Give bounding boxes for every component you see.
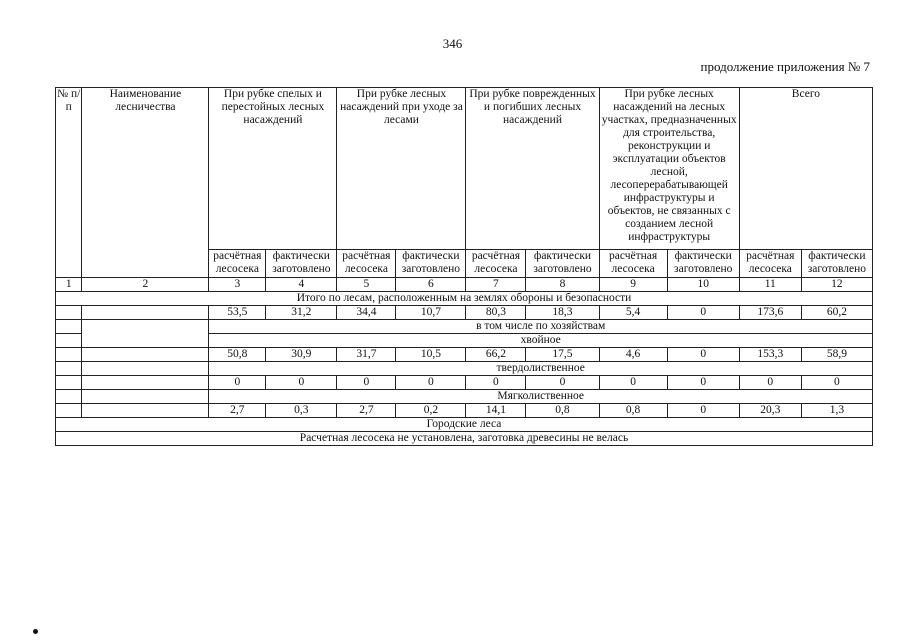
section-title: Городские леса <box>56 418 873 432</box>
table-cell: 10,7 <box>396 306 466 320</box>
header-row-main <box>56 88 873 250</box>
table-cell: 4,6 <box>599 348 667 362</box>
table-cell: 0 <box>599 376 667 390</box>
header-group-construction: При рубке лесных насаждений на лесных участках, предназначенных для строительства, реконструкции и эксплуатации объектов лесной, лесоперерабатывающей инфраструктуры и объектов, не связанных с созданием лесной инфраструктуры <box>599 88 739 250</box>
column-number: 5 <box>337 278 396 292</box>
section-title: хвойное <box>209 334 873 348</box>
header-col-num: № п/п <box>56 88 82 278</box>
table-cell: 80,3 <box>466 306 526 320</box>
table-cell: 30,9 <box>266 348 337 362</box>
column-number: 3 <box>209 278 266 292</box>
table-cell: 0 <box>739 376 801 390</box>
table-cell: 0 <box>667 404 739 418</box>
table-cell: 2,7 <box>209 404 266 418</box>
table-cell: 0,2 <box>396 404 466 418</box>
table-cell: 0 <box>801 376 872 390</box>
header-group-damaged: При рубке поврежденных и погибших лесных насаждений <box>466 88 599 250</box>
header-sub-actual: фактически заготовлено <box>801 250 872 278</box>
table-cell: 173,6 <box>739 306 801 320</box>
table-cell: 0 <box>667 376 739 390</box>
table-cell: 0,8 <box>599 404 667 418</box>
table-cell: 0 <box>466 376 526 390</box>
header-sub-calculated: расчётная лесосека <box>599 250 667 278</box>
table-cell: 0 <box>667 348 739 362</box>
column-number: 12 <box>801 278 872 292</box>
forest-harvest-table <box>55 87 873 446</box>
table-cell: 0 <box>209 376 266 390</box>
column-number: 11 <box>739 278 801 292</box>
table-cell: 0 <box>337 376 396 390</box>
table-cell: 1,3 <box>801 404 872 418</box>
table-cell: 20,3 <box>739 404 801 418</box>
column-number-row <box>56 278 873 292</box>
table-cell: 66,2 <box>466 348 526 362</box>
section-row-not-set <box>56 432 873 446</box>
table-cell: 0,8 <box>526 404 599 418</box>
table-row-coniferous <box>56 348 873 362</box>
table-cell: 153,3 <box>739 348 801 362</box>
table-cell: 10,5 <box>396 348 466 362</box>
section-title: Мягколиственное <box>209 390 873 404</box>
column-number: 9 <box>599 278 667 292</box>
table-cell: 50,8 <box>209 348 266 362</box>
scan-artifact-dot <box>33 629 38 634</box>
header-sub-actual: фактически заготовлено <box>667 250 739 278</box>
table-cell: 53,5 <box>209 306 266 320</box>
page-number: 346 <box>442 36 463 51</box>
table-cell: 31,7 <box>337 348 396 362</box>
table-cell: 5,4 <box>599 306 667 320</box>
column-number: 6 <box>396 278 466 292</box>
section-title: Расчетная лесосека не установлена, заготовка древесины не велась <box>56 432 873 446</box>
column-number: 4 <box>266 278 337 292</box>
table-row-softwood <box>56 404 873 418</box>
header-sub-actual: фактически заготовлено <box>396 250 466 278</box>
section-row-total-defense <box>56 292 873 306</box>
header-sub-calculated: расчётная лесосека <box>739 250 801 278</box>
section-row-farms <box>56 320 873 334</box>
table-cell: 2,7 <box>337 404 396 418</box>
table-cell: 14,1 <box>466 404 526 418</box>
column-number: 7 <box>466 278 526 292</box>
table-cell: 0 <box>667 306 739 320</box>
header-sub-actual: фактически заготовлено <box>266 250 337 278</box>
table-cell: 31,2 <box>266 306 337 320</box>
table-row-total <box>56 306 873 320</box>
table-cell: 34,4 <box>337 306 396 320</box>
table-row-hardwood <box>56 376 873 390</box>
table-cell: 18,3 <box>526 306 599 320</box>
table-cell: 0 <box>266 376 337 390</box>
column-number: 8 <box>526 278 599 292</box>
header-group-mature: При рубке спелых и перестойных лесных насаждений <box>209 88 337 250</box>
column-number: 2 <box>82 278 209 292</box>
section-row-softwood <box>56 390 873 404</box>
header-col-name: Наименование лесничества <box>82 88 209 278</box>
section-row-urban <box>56 418 873 432</box>
column-number: 10 <box>667 278 739 292</box>
table-cell: 58,9 <box>801 348 872 362</box>
header-sub-calculated: расчётная лесосека <box>209 250 266 278</box>
table-cell: 0 <box>396 376 466 390</box>
table-cell: 0,3 <box>266 404 337 418</box>
section-title: Итого по лесам, расположенным на землях обороны и безопасности <box>56 292 873 306</box>
table-cell: 60,2 <box>801 306 872 320</box>
table-cell: 0 <box>526 376 599 390</box>
continuation-caption: продолжение приложения № 7 <box>700 59 870 74</box>
section-title: в том числе по хозяйствам <box>209 320 873 334</box>
header-sub-actual: фактически заготовлено <box>526 250 599 278</box>
column-number: 1 <box>56 278 82 292</box>
header-group-care: При рубке лесных насаждений при уходе за лесами <box>337 88 466 250</box>
section-title: твердолиственное <box>209 362 873 376</box>
section-row-hardwood <box>56 362 873 376</box>
header-group-total: Всего <box>739 88 872 250</box>
table-cell: 17,5 <box>526 348 599 362</box>
header-sub-calculated: расчётная лесосека <box>466 250 526 278</box>
header-sub-calculated: расчётная лесосека <box>337 250 396 278</box>
